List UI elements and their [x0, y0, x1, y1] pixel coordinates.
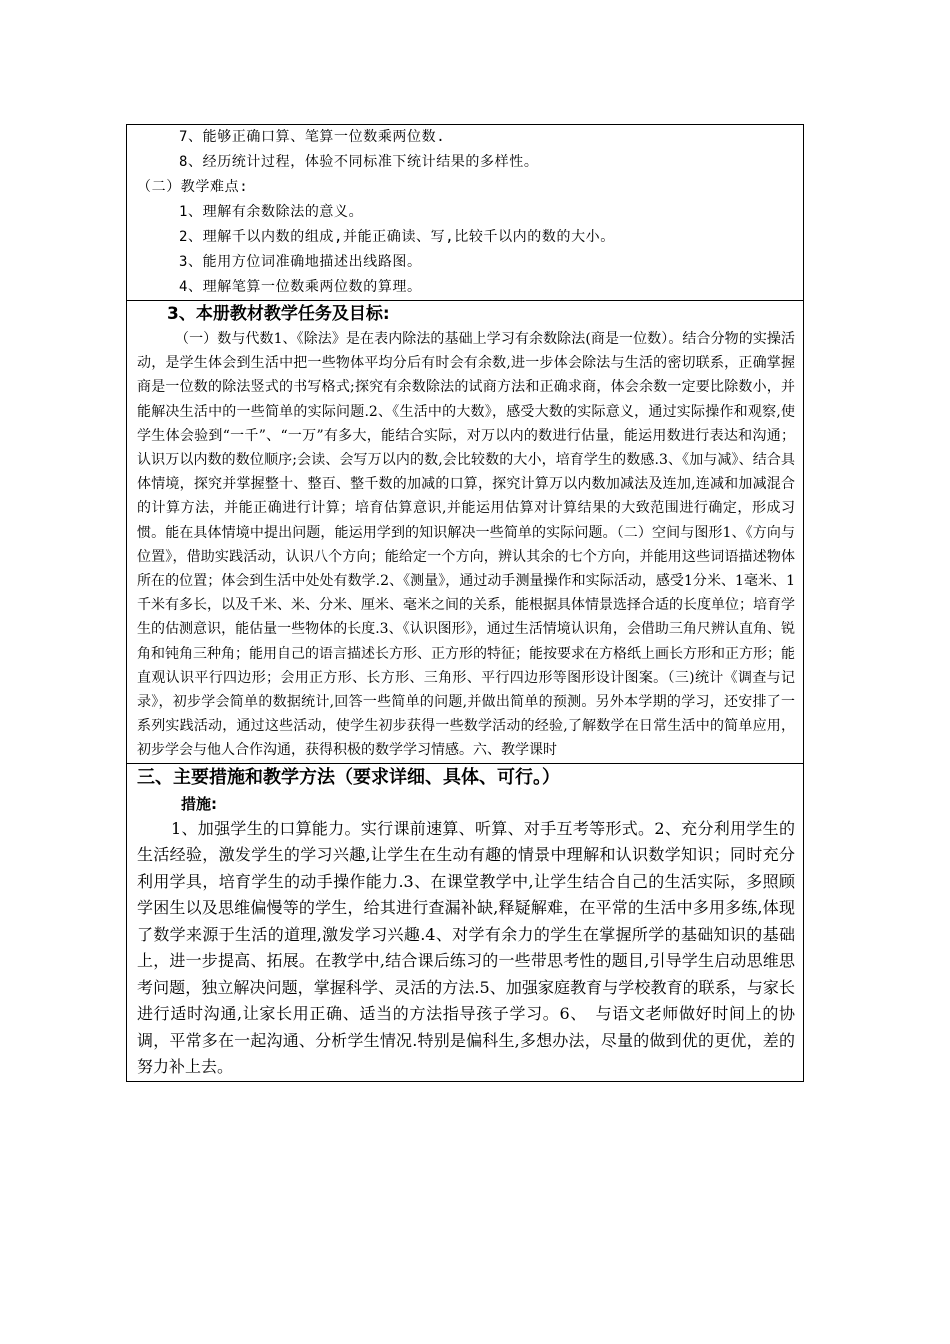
- objective-line-8: 8、经历统计过程，体验不同标准下统计结果的多样性。: [179, 154, 539, 170]
- difficulties-heading: （二）教学难点:: [137, 179, 249, 195]
- row-goals: [127, 301, 804, 764]
- plan-table: [126, 124, 804, 1082]
- cell-goals: [127, 301, 804, 764]
- goals-body: （一）数与代数1、《除法》是在表内除法的基础上学习有余数除法(商是一位数）。结合分物的实操活动，是学生体会到生活中把一些物体平均分后有时会有余数,进一步体会除法与生活的密切联系，正确掌握商是一位数的除法竖式的书写格式;探究有余数除法的试商方法和正确求商，体会余数一定要比除数小，并能解决生活中的一些简单的实际问题.2、《生活中的大数》，感受大数的实际意义，通过实际操作和观察,使学生体会验到“一千”、“一万”有多大，能结合实际，对万以内的数进行估量，能运用数进行表达和沟通；认识万以内数的数位顺序;会读、会写万以内的数,会比较数的大小，培育学生的数感.3、《加与减》、结合具体情境，探究并掌握整十、整百、整千数的加减的口算，探究计算万以内数加减法及连加,连减和加减混合的计算方法，并能正确进行计算；培育估算意识,并能运用估算对计算结果的大致范围进行确定，形成习惯。能在具体情境中提出问题，能运用学到的知识解决一些简单的实际问题。（二）空间与图形1、《方向与位置》，借助实践活动，认识八个方向；能给定一个方向，辨认其余的七个方向，并能用这些词语描述物体所在的位置；体会到生活中处处有数学.2、《测量》，通过动手测量操作和实际活动，感受1分米、1毫米、1千米有多长，以及千米、米、分米、厘米、毫米之间的关系，能根据具体情景选择合适的长度单位；培育学生的估测意识，能估量一些物体的长度.3、《认识图形》，通过生活情境认识角，会借助三角尺辨认直角、锐角和钝角三种角；能用自己的语言描述长方形、正方形的特征；能按要求在方格纸上画长方形和正方形；能直观认识平行四边形；会用正方形、长方形、三角形、平行四边形等图形设计图案。（三)统计《调查与记录》，初步学会简单的数据统计,回答一些简单的问题,并做出简单的预测。另外本学期的学习，还安排了一系列实践活动，通过这些活动，使学生初步获得一些数学活动的经验,了解数学在日常生活中的简单应用，初步学会与他人合作沟通，获得积极的数学学习情感。六、教学课时: [137, 331, 795, 759]
- cell-difficulties: [127, 125, 804, 301]
- measures-subheading: 措施:: [181, 794, 217, 813]
- goals-heading: 3、本册教材教学任务及目标:: [167, 304, 390, 324]
- row-measures: [127, 763, 804, 1081]
- objective-line-7: 7、能够正确口算、笔算一位数乘两位数.: [179, 129, 446, 145]
- cell-measures: [127, 763, 804, 1081]
- difficulty-line-2: 2、理解千以内数的组成,并能正确读、写,比较千以内的数的大小。: [179, 229, 615, 245]
- measures-heading: 三、主要措施和教学方法（要求详细、具体、可行。）: [137, 766, 560, 788]
- difficulty-line-4: 4、理解笔算一位数乘两位数的算理。: [179, 279, 422, 295]
- measures-body: 1、加强学生的口算能力。实行课前速算、听算、对手互考等形式。2、充分利用学生的生活经验，激发学生的学习兴趣,让学生在生动有趣的情景中理解和认识数学知识；同时充分利用学具，培育学生的动手操作能力.3、在课堂教学中,让学生结合自己的生活实际，多照顾学困生以及思维偏慢等的学生，给其进行查漏补缺,释疑解难，在平常的生活中多用多练,体现了数学来源于生活的道理,激发学习兴趣.4、对学有余力的学生在掌握所学的基础知识的基础上，进一步提高、拓展。在教学中,结合课后练习的一些带思考性的题目,引导学生启动思维思考问题，独立解决问题，掌握科学、灵活的方法.5、加强家庭教育与学校教育的联系，与家长进行适时沟通,让家长用正确、适当的方法指导孩子学习。6、 与语文老师做好时间上的协调，平常多在一起沟通、分析学生情况.特别是偏科生,多想办法，尽量的做到优的更优，差的努力补上去。: [137, 818, 795, 1077]
- row-difficulties: [127, 125, 804, 301]
- difficulty-line-1: 1、理解有余数除法的意义。: [179, 204, 364, 220]
- difficulty-line-3: 3、能用方位词准确地描述出线路图。: [179, 254, 422, 270]
